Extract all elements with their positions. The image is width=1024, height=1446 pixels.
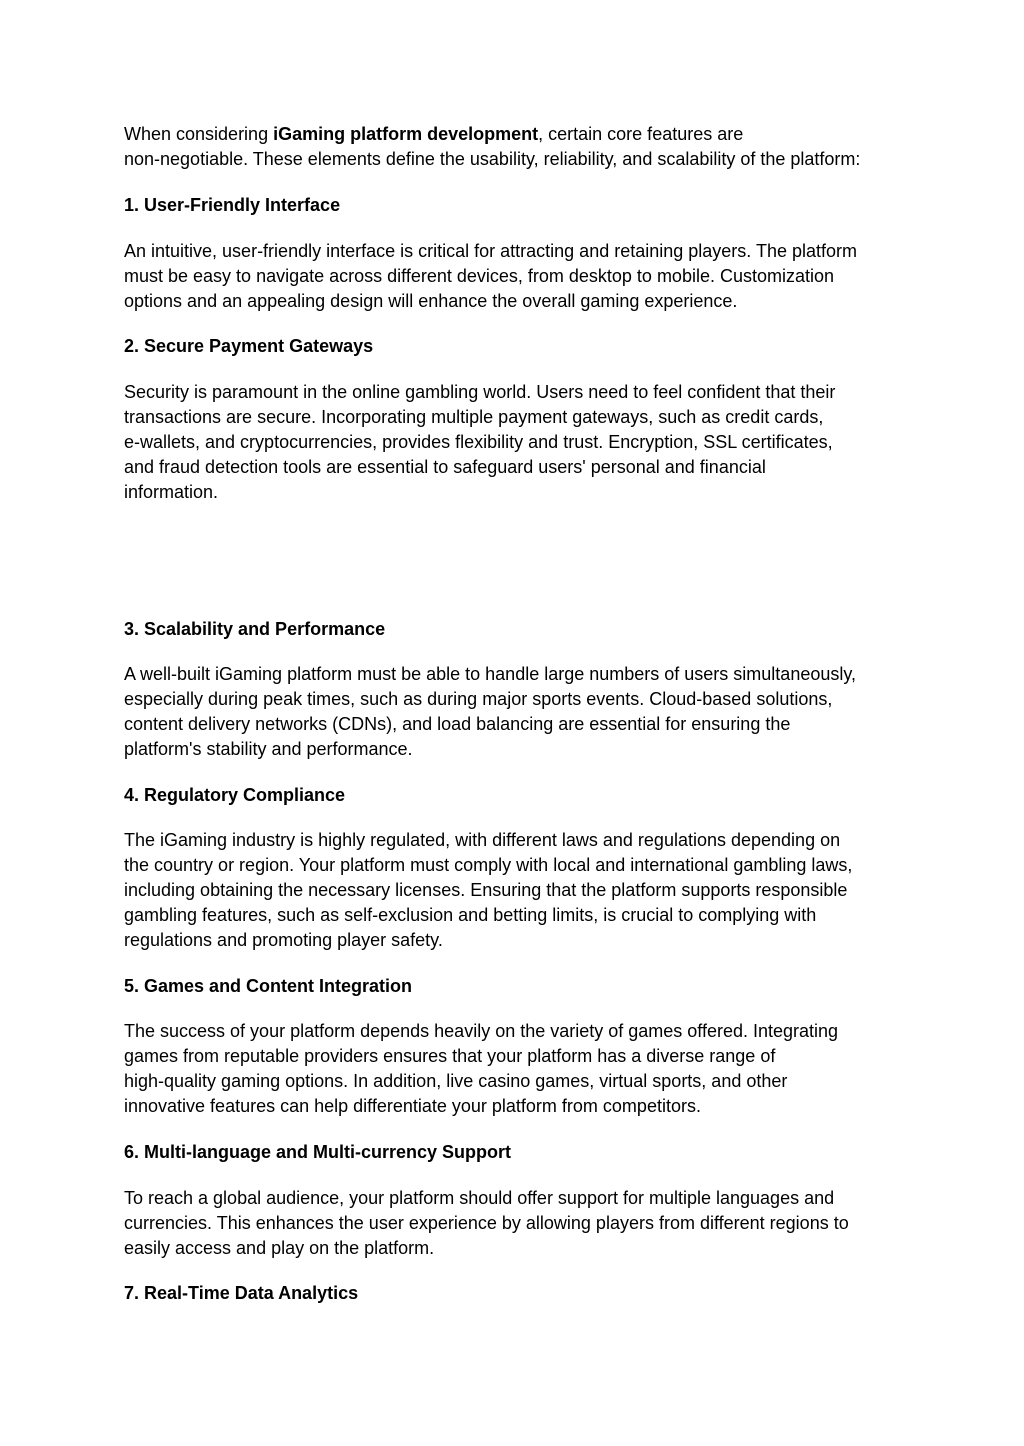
section-2-line-4: and fraud detection tools are essential to safeguard users' personal and financial — [124, 457, 766, 477]
section-3-line-2: especially during peak times, such as during major sports events. Cloud-based solutions, — [124, 689, 833, 709]
section-4-line-1: The iGaming industry is highly regulated, with different laws and regulations depending on — [124, 830, 841, 850]
section-1-line-1: An intuitive, user-friendly interface is critical for attracting and retaining players. The platform — [124, 241, 857, 261]
intro-line-2: non-negotiable. These elements define the usability, reliability, and scalability of the platform: — [124, 149, 861, 169]
section-2-line-2: transactions are secure. Incorporating multiple payment gateways, such as credit cards, — [124, 407, 824, 427]
section-heading-6: 6. Multi-language and Multi-currency Support — [124, 1142, 512, 1162]
section-5-line-2: games from reputable providers ensures that your platform has a diverse range of — [124, 1046, 776, 1066]
section-heading-3: 3. Scalability and Performance — [124, 619, 386, 639]
section-4-line-3: including obtaining the necessary licenses. Ensuring that the platform supports responsible — [124, 880, 848, 900]
section-6-line-1: To reach a global audience, your platform should offer support for multiple languages and — [124, 1188, 835, 1208]
section-6-line-3: easily access and play on the platform. — [124, 1238, 435, 1258]
section-5-line-1: The success of your platform depends heavily on the variety of games offered. Integrating — [124, 1021, 839, 1041]
section-2-line-1: Security is paramount in the online gambling world. Users need to feel confident that their — [124, 382, 836, 402]
intro-suffix: , certain core features are — [538, 124, 744, 144]
section-heading-5: 5. Games and Content Integration — [124, 976, 413, 996]
section-3-line-1: A well-built iGaming platform must be able to handle large numbers of users simultaneously, — [124, 664, 857, 684]
section-1-line-2: must be easy to navigate across different devices, from desktop to mobile. Customization — [124, 266, 835, 286]
section-1-line-3: options and an appealing design will enhance the overall gaming experience. — [124, 291, 738, 311]
section-4-line-4: gambling features, such as self-exclusion and betting limits, is crucial to complying with — [124, 905, 817, 925]
intro-line-1 — [124, 122, 743, 147]
section-3-line-4: platform's stability and performance. — [124, 739, 413, 759]
section-heading-7: 7. Real-Time Data Analytics — [124, 1283, 359, 1303]
intro-bold-term: iGaming platform development — [273, 124, 539, 144]
section-3-line-3: content delivery networks (CDNs), and load balancing are essential for ensuring the — [124, 714, 791, 734]
section-2-line-3: e-wallets, and cryptocurrencies, provides flexibility and trust. Encryption, SSL certificates, — [124, 432, 833, 452]
section-4-line-2: the country or region. Your platform must comply with local and international gambling laws, — [124, 855, 853, 875]
section-4-line-5: regulations and promoting player safety. — [124, 930, 443, 950]
section-heading-1: 1. User-Friendly Interface — [124, 195, 341, 215]
intro-prefix: When considering — [124, 124, 274, 144]
section-heading-2: 2. Secure Payment Gateways — [124, 336, 374, 356]
section-5-line-3: high-quality gaming options. In addition, live casino games, virtual sports, and other — [124, 1071, 788, 1091]
section-6-line-2: currencies. This enhances the user experience by allowing players from different regions to — [124, 1213, 849, 1233]
section-2-line-5: information. — [124, 482, 219, 502]
section-heading-4: 4. Regulatory Compliance — [124, 785, 346, 805]
section-5-line-4: innovative features can help differentiate your platform from competitors. — [124, 1096, 701, 1116]
